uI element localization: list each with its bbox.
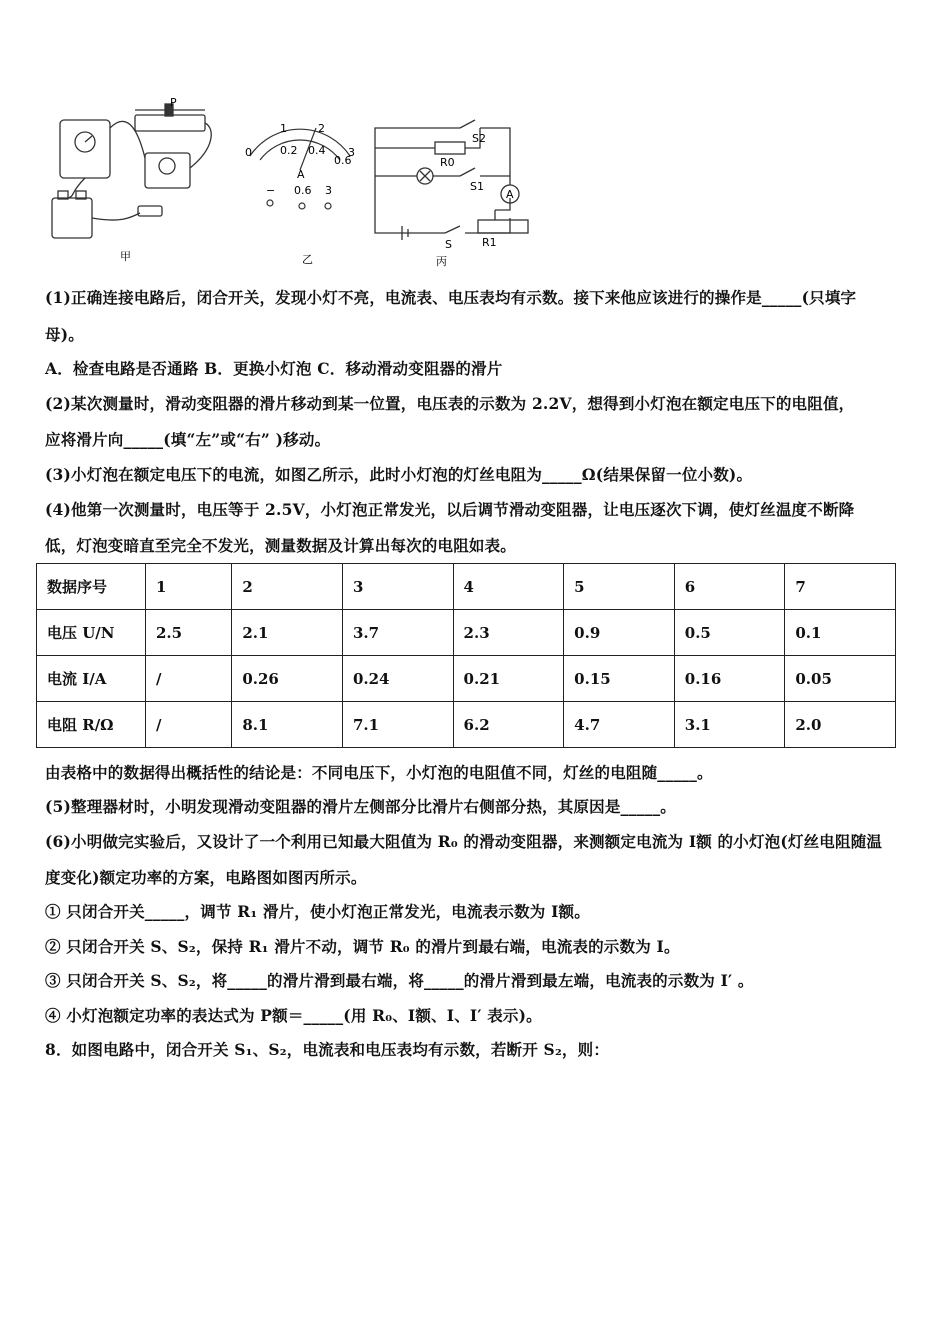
question-5: (5)整理器材时，小明发现滑动变阻器的滑片左侧部分比滑片右侧部分热，其原因是_____。: [45, 797, 677, 816]
table-cell: 0.9: [564, 610, 675, 656]
table-row: [37, 564, 896, 610]
ammeter-tick-2: 2: [318, 122, 325, 135]
circuit-label-r1: R1: [482, 236, 497, 249]
table-cell: 4: [453, 564, 564, 610]
table-cell: 0.21: [453, 656, 564, 702]
table-cell: 0.15: [564, 656, 675, 702]
table-cell: 6.2: [453, 702, 564, 748]
table-cell: 8.1: [232, 702, 343, 748]
table-cell: 7: [785, 564, 896, 610]
ammeter-tick-0-6: 0.6: [334, 154, 352, 167]
figure-yi-caption: 乙: [302, 253, 313, 266]
table-cell: 2.5: [146, 610, 232, 656]
step-3: ③ 只闭合开关 S、S₂，将_____的滑片滑到最右端，将_____的滑片滑到最左端，电流表的示数为 I′ 。: [45, 971, 754, 990]
table-cell: 3.7: [342, 610, 453, 656]
ammeter-tick-1: 1: [280, 122, 287, 135]
table-row: [37, 610, 896, 656]
figure-jia-caption: 甲: [120, 250, 131, 263]
table-cell: 0.5: [674, 610, 785, 656]
question-8: 8．如图电路中，闭合开关 S₁、S₂，电流表和电压表均有示数，若断开 S₂，则：: [45, 1040, 610, 1059]
ammeter-unit: A: [297, 168, 305, 181]
table-cell: 2.1: [232, 610, 343, 656]
table-cell: 4.7: [564, 702, 675, 748]
table-cell: 1: [146, 564, 232, 610]
table-cell: 电流 I/A: [37, 656, 146, 702]
terminal-minus: −: [266, 184, 276, 197]
table-row: [37, 656, 896, 702]
table-cell: 2.0: [785, 702, 896, 748]
question-1-line-2: 母)。: [45, 325, 84, 344]
question-6-line-1: (6)小明做完实验后，又设计了一个利用已知最大阻值为 R₀ 的滑动变阻器，来测额定电流为 I额 的小灯泡(灯丝电阻随温: [45, 832, 883, 851]
table-cell: 数据序号: [37, 564, 146, 610]
figure-jia-apparatus: [52, 104, 211, 238]
ammeter-tick-0-2: 0.2: [280, 144, 298, 157]
table-cell: 7.1: [342, 702, 453, 748]
circuit-label-s1: S1: [470, 180, 484, 193]
table-cell: 0.05: [785, 656, 896, 702]
table-cell: 6: [674, 564, 785, 610]
table-cell: /: [146, 656, 232, 702]
question-2-line-2: 应将滑片向_____(填“左”或“右” )移动。: [45, 430, 331, 449]
table-cell: 电压 U/N: [37, 610, 146, 656]
table-cell: 0.26: [232, 656, 343, 702]
table-cell: /: [146, 702, 232, 748]
experiment-figures: [40, 98, 540, 273]
table-cell: 3.1: [674, 702, 785, 748]
circuit-label-s2: S2: [472, 132, 486, 145]
question-2-line-1: (2)某次测量时，滑动变阻器的滑片移动到某一位置，电压表的示数为 2.2V，想得到小灯泡在额定电压下的电阻值，: [45, 394, 855, 413]
question-6-line-2: 度变化)额定功率的方案，电路图如图丙所示。: [45, 868, 367, 887]
slider-label: P: [170, 98, 177, 109]
ammeter-tick-3: 3: [348, 146, 355, 159]
table-cell: 5: [564, 564, 675, 610]
table-cell: 2: [232, 564, 343, 610]
question-1-options: A．检查电路是否通路 B．更换小灯泡 C．移动滑动变阻器的滑片: [45, 359, 503, 378]
terminal-0-6: 0.6: [294, 184, 312, 197]
table-conclusion: 由表格中的数据得出概括性的结论是：不同电压下，小灯泡的电阻值不同，灯丝的电阻随_____。: [45, 763, 713, 782]
table-row: [37, 702, 896, 748]
table-cell: 3: [342, 564, 453, 610]
table-cell: 0.16: [674, 656, 785, 702]
step-4: ④ 小灯泡额定功率的表达式为 P额＝_____(用 R₀、I额、I、I′ 表示)。: [45, 1006, 542, 1025]
ammeter-tick-0: 0: [245, 146, 252, 159]
question-1-line-1: (1)正确连接电路后，闭合开关，发现小灯不亮，电流表、电压表均有示数。接下来他应该进行的操作是_____(只填字: [45, 288, 857, 307]
ammeter-tick-0-4: 0.4: [308, 144, 326, 157]
terminal-3: 3: [325, 184, 332, 197]
circuit-label-a: A: [506, 188, 514, 201]
question-4-line-2: 低，灯泡变暗直至完全不发光，测量数据及计算出每次的电阻如表。: [45, 536, 517, 555]
circuit-label-r0: R0: [440, 156, 455, 169]
table-cell: 2.3: [453, 610, 564, 656]
figure-bing-circuit: [375, 120, 528, 240]
step-2: ② 只闭合开关 S、S₂，保持 R₁ 滑片不动，调节 R₀ 的滑片到最右端，电流表的示数为 I。: [45, 937, 680, 956]
measurement-table: [36, 563, 896, 748]
table-cell: 0.24: [342, 656, 453, 702]
question-3: (3)小灯泡在额定电压下的电流，如图乙所示，此时小灯泡的灯丝电阻为_____Ω(结果保留一位小数)。: [45, 465, 753, 484]
step-1: ① 只闭合开关_____，调节 R₁ 滑片，使小灯泡正常发光，电流表示数为 I额。: [45, 902, 590, 921]
table-cell: 0.1: [785, 610, 896, 656]
table-cell: 电阻 R/Ω: [37, 702, 146, 748]
figure-bing-caption: 丙: [436, 255, 447, 268]
question-4-line-1: (4)他第一次测量时，电压等于 2.5V，小灯泡正常发光，以后调节滑动变阻器，让电压逐次下调，使灯丝温度不断降: [45, 500, 855, 519]
circuit-label-s: S: [445, 238, 452, 251]
